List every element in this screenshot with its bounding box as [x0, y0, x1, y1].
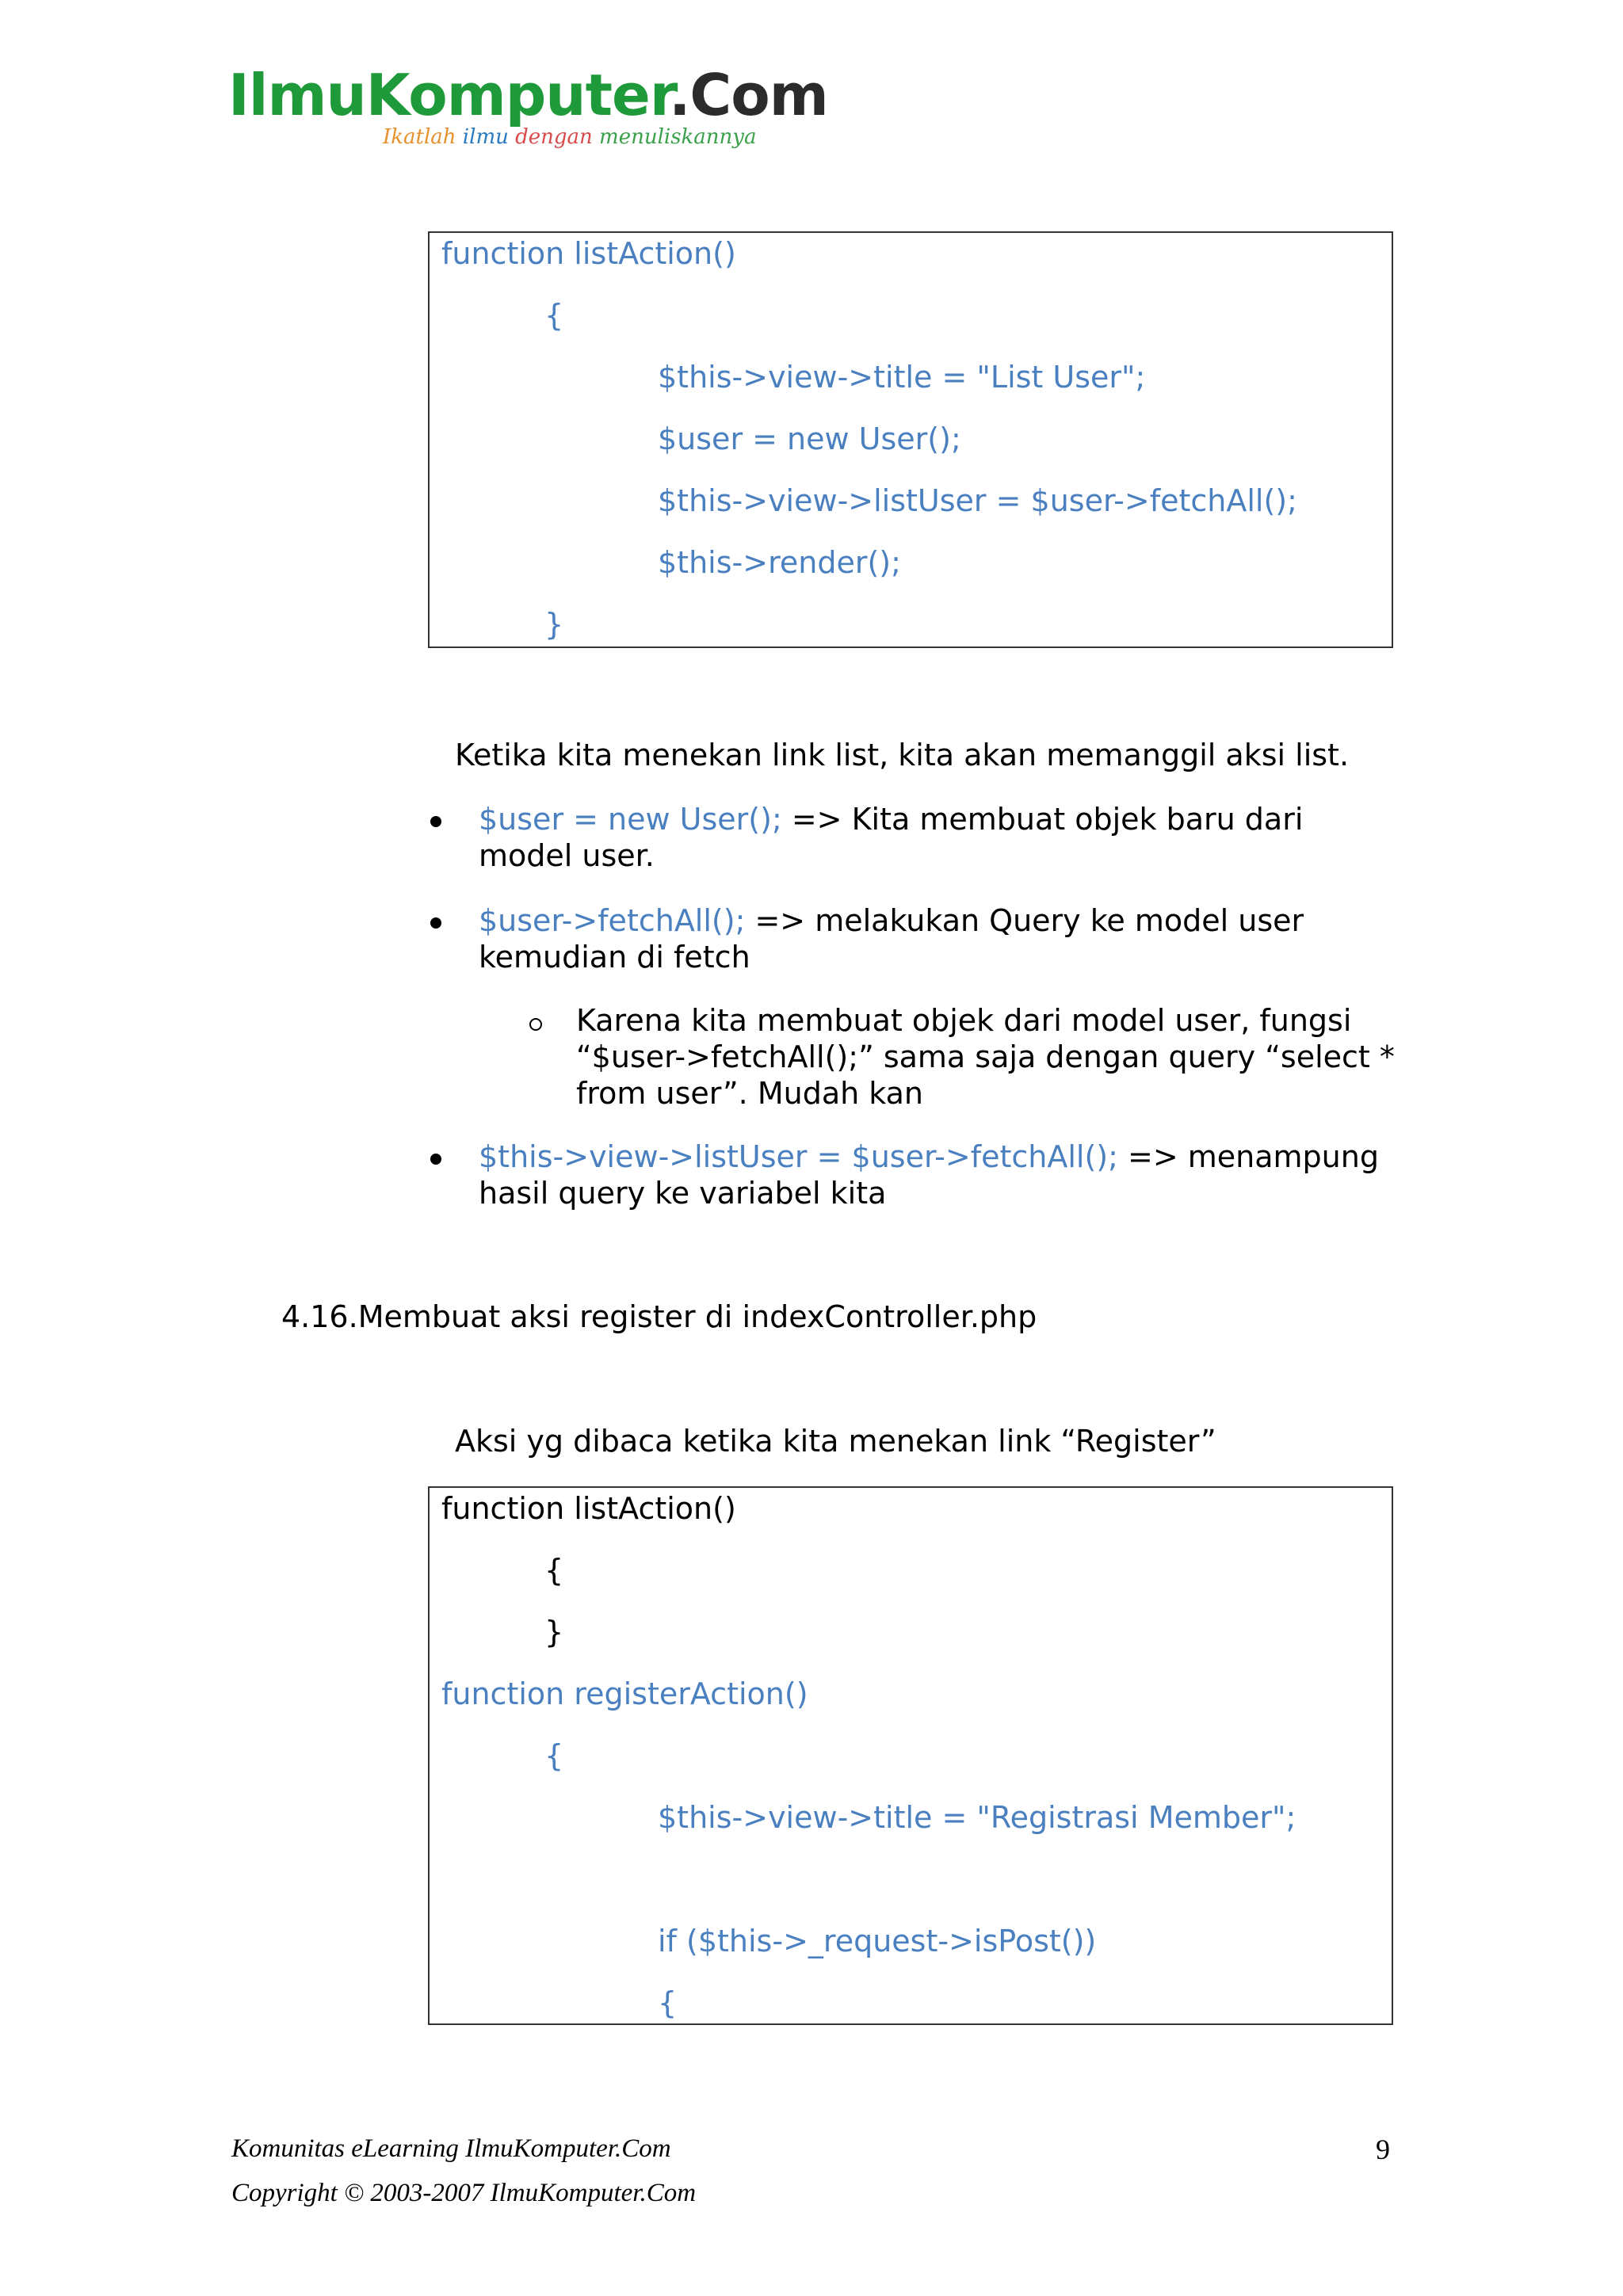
- logo-tagline: [383, 125, 757, 149]
- bullet-dot: [430, 1154, 441, 1165]
- bullet-dot: [430, 917, 441, 929]
- bullet-dot: [430, 816, 441, 827]
- site-logo: [228, 62, 828, 158]
- footer-copyright: Copyright © 2003-2007 IlmuKomputer.Com: [231, 2179, 697, 2207]
- code-line: }: [544, 1615, 564, 1650]
- bullet-item-fetchall: [479, 902, 1304, 939]
- inline-code: $this->view->listUser = $user->fetchAll();: [479, 1139, 1118, 1174]
- tagline-word-2: ilmu: [456, 125, 516, 149]
- bullet-continuation: kemudian di fetch: [479, 940, 750, 974]
- logo-main-text: IlmuKomputer: [228, 62, 670, 128]
- footer-community: Komunitas eLearning IlmuKomputer.Com: [231, 2134, 671, 2163]
- sub-bullet-line: “$user->fetchAll();” sama saja dengan query “select *: [576, 1039, 1395, 1074]
- code-line: $user = new User();: [658, 421, 961, 456]
- bullet-item-new-user: [479, 801, 1303, 837]
- paragraph-register-intro: Aksi yg dibaca ketika kita menekan link “Register”: [455, 1424, 1216, 1459]
- sub-bullet-circle: [529, 1018, 542, 1031]
- code-block-list-action: [428, 231, 1393, 648]
- sub-bullet-line: Karena kita membuat objek dari model user, fungsi: [576, 1003, 1352, 1038]
- logo-suffix: .Com: [669, 62, 828, 128]
- tagline-word-1: Ikatlah: [383, 125, 456, 149]
- page-number: 9: [1376, 2134, 1390, 2165]
- bullet-text: => melakukan Query ke model user: [745, 903, 1304, 938]
- code-line: $this->render();: [658, 545, 901, 580]
- sub-bullet-line: from user”. Mudah kan: [576, 1076, 923, 1111]
- section-heading: 4.16.Membuat aksi register di indexController.php: [281, 1299, 1037, 1334]
- code-line: {: [544, 1738, 564, 1773]
- code-line: {: [544, 1553, 564, 1588]
- code-line: function listAction(): [441, 236, 736, 271]
- code-line: $this->view->listUser = $user->fetchAll();: [658, 483, 1297, 518]
- code-line: if ($this->_request->isPost()): [658, 1924, 1097, 1958]
- tagline-word-4: menuliskannya: [599, 125, 757, 149]
- bullet-item-listuser: [479, 1138, 1379, 1175]
- code-line: {: [544, 298, 564, 333]
- bullet-continuation: hasil query ke variabel kita: [479, 1176, 887, 1211]
- inline-code: $user->fetchAll();: [479, 903, 746, 938]
- paragraph-list-intro: Ketika kita menekan link list, kita akan memanggil aksi list.: [455, 738, 1350, 772]
- inline-code: $user = new User();: [479, 802, 782, 837]
- code-line: {: [658, 1985, 678, 2020]
- tagline-word-3: dengan: [515, 125, 600, 149]
- logo-wordmark: [228, 62, 828, 128]
- bullet-text: => menampung: [1117, 1139, 1379, 1174]
- code-line: }: [544, 607, 564, 642]
- code-line: $this->view->title = "List User";: [658, 360, 1146, 395]
- bullet-continuation: model user.: [479, 838, 655, 873]
- bullet-text: => Kita membuat objek baru dari: [781, 802, 1304, 837]
- code-block-register-action: [428, 1486, 1393, 2025]
- code-line: $this->view->title = "Registrasi Member";: [658, 1800, 1296, 1835]
- code-line: function registerAction(): [441, 1676, 808, 1711]
- code-line: function listAction(): [441, 1491, 736, 1526]
